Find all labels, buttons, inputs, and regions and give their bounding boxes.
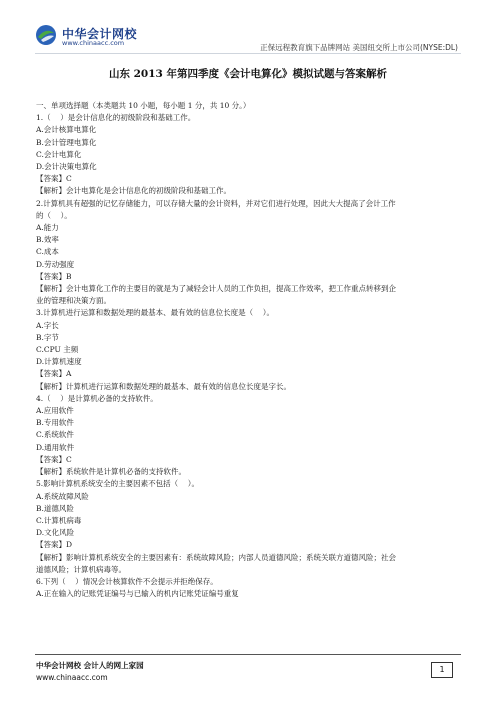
document-body [36,100,462,600]
document-line: 【答案】C [36,174,72,184]
document-line: 3.计算机进行运算和数据处理的最基本、最有效的信息位长度是（ ）。 [36,308,274,318]
document-line: A.字长 [36,320,59,330]
document-line: 【解析】影响计算机系统安全的主要因素有：系统故障风险；内部人员道德风险；系统关联方道德风险；社会 [36,552,396,562]
document-line: 【解析】会计电算化是会计信息化的初级阶段和基础工作。 [36,186,231,196]
document-line: B.字节 [36,332,59,342]
document-line: 业的管理和决策方面。 [36,296,111,306]
document-line: A.正在输入的记账凭证编号与已输入的机内记账凭证编号重复 [36,589,239,599]
page-number: 1 [431,662,453,678]
document-line: 一、单项选择题（本类题共 10 小题，每小题 1 分，共 10 分。） [36,101,251,110]
document-line: A.会计核算电算化 [36,125,97,135]
document-line: 4.（ ）是计算机必备的支持软件。 [36,393,158,403]
document-line: C.CPU 主频 [36,345,79,355]
document-line: 1.（ ）是会计信息化的初级阶段和基础工作。 [36,113,196,123]
document-line: C.系统软件 [36,430,74,440]
document-line: A.系统故障风险 [36,491,89,501]
document-line: 道德风险；计算机病毒等。 [36,564,126,574]
document-line: D.计算机速度 [36,357,82,367]
document-line: D.会计决策电算化 [36,162,97,172]
document-line: D.文化风险 [36,528,75,538]
logo-url: www.chinaacc.com [62,39,125,47]
document-line: 【解析】系统软件是计算机必备的支持软件。 [36,467,186,477]
header-divider [35,53,461,54]
document-line: B.效率 [36,235,59,245]
document-line: D.通用软件 [36,442,75,452]
logo-title: 中华会计网校 [62,27,138,41]
document-line: 【解析】计算机进行运算和数据处理的最基本、最有效的信息位长度是字长。 [36,381,291,391]
document-line: 2.计算机具有超强的记忆存储能力，可以存储大量的会计资料，并对它们进行处理，因此大大提高了会计工作 [36,198,396,208]
page-header [0,0,496,60]
document-line: 【答案】C [36,454,72,464]
document-line: B.道德风险 [36,503,74,513]
document-line: B.专用软件 [36,418,74,428]
document-line: 的（ ）。 [36,210,72,220]
document-line: 【答案】A [36,369,72,379]
footer-slogan: 中华会计网校 会计人的网上家园 [36,661,144,670]
footer-url[interactable]: www.chinaacc.com [36,673,108,682]
document-line: C.成本 [36,247,59,257]
document-line: 【解析】会计电算化工作的主要目的就是为了减轻会计人员的工作负担，提高工作效率，把工作重点转移到企 [36,284,396,294]
document-line: 【答案】B [36,271,72,281]
document-line: 5.影响计算机系统安全的主要因素不包括（ ）。 [36,479,199,489]
document-line: 【答案】D [36,540,73,550]
document-line: B.会计管理电算化 [36,137,97,147]
document-line: A.能力 [36,223,59,233]
header-tagline: 正保远程教育旗下品牌网站 美国纽交所上市公司(NYSE:DL) [260,43,458,52]
document-line: 6.下列（ ）情况会计核算软件不会提示并拒绝保存。 [36,576,218,586]
footer-divider [35,654,461,655]
document-line: C.会计电算化 [36,149,82,159]
document-title: 山东 2013 年第四季度《会计电算化》模拟试题与答案解析 [108,68,388,80]
document-line: C.计算机病毒 [36,515,82,525]
document-line: A.应用软件 [36,406,74,416]
chinaacc-logo-icon [35,24,57,46]
document-line: D.劳动强度 [36,259,75,269]
